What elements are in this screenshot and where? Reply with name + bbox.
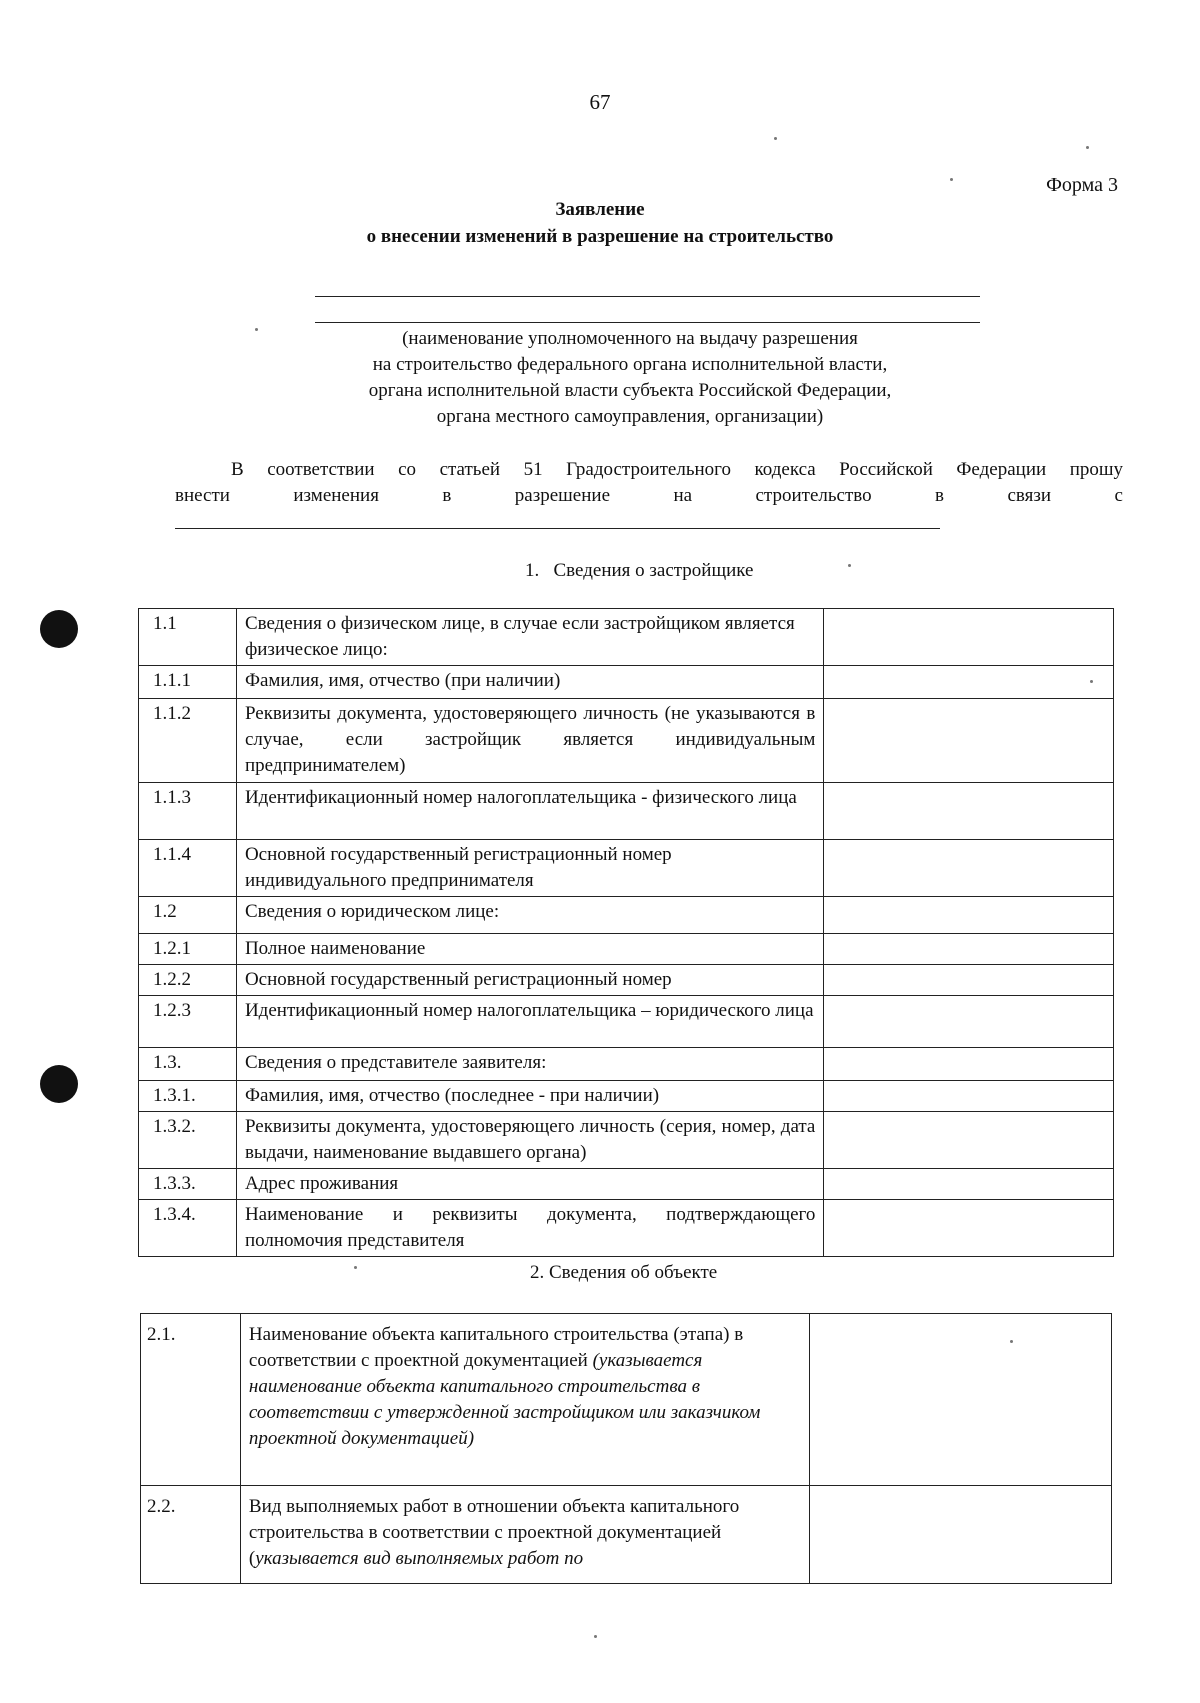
row-number: 1.3.3.: [139, 1169, 237, 1200]
table-row: [139, 699, 1114, 783]
row-label: Реквизиты документа, удостоверяющего личность (не указываются в случае, если застройщик является индивидуальным предпринимателем): [236, 699, 823, 783]
table-row: [139, 1200, 1114, 1257]
row-number: 1.3.1.: [139, 1081, 237, 1112]
row-label: Основной государственный регистрационный номер: [236, 965, 823, 996]
value-cell[interactable]: [810, 1486, 1112, 1584]
table-row: [139, 996, 1114, 1048]
value-cell[interactable]: [824, 783, 1114, 840]
value-cell[interactable]: [824, 1081, 1114, 1112]
row-label: Сведения о представителе заявителя:: [236, 1048, 823, 1081]
table-row: [139, 897, 1114, 934]
authority-blank-line-1[interactable]: [315, 296, 980, 297]
row-number: 1.1.1: [139, 666, 237, 699]
request-word: строительство: [755, 485, 872, 506]
title-line-2: о внесении изменений в разрешение на строительство: [366, 226, 834, 247]
request-word: разрешение: [514, 485, 611, 506]
row-number: 2.1.: [141, 1314, 241, 1486]
scan-speck: [1090, 680, 1093, 683]
form-label: Форма 3: [1046, 174, 1118, 196]
title-line-1: Заявление: [555, 199, 645, 220]
row-label: Сведения о юридическом лице:: [236, 897, 823, 934]
table-row: [139, 666, 1114, 699]
section-1-title: 1. Сведения о застройщике: [525, 560, 754, 581]
caption-line: органа местного самоуправления, организации): [436, 406, 824, 427]
row-number: 1.2.1: [139, 934, 237, 965]
value-cell[interactable]: [824, 965, 1114, 996]
section-2-title: 2. Сведения об объекте: [530, 1262, 718, 1283]
table-row: [139, 1081, 1114, 1112]
row-label-note: указывается вид выполняемых работ по: [255, 1548, 584, 1569]
scan-speck: [1010, 1340, 1013, 1343]
row-number: 1.2.2: [139, 965, 237, 996]
authority-caption: [280, 326, 980, 430]
row-number: 1.1: [139, 609, 237, 666]
applicant-table: [138, 608, 1114, 1257]
value-cell[interactable]: [824, 609, 1114, 666]
caption-line: (наименование уполномоченного на выдачу разрешения: [402, 328, 858, 349]
row-number: 1.3.: [139, 1048, 237, 1081]
row-label: Идентификационный номер налогоплательщика - физического лица: [236, 783, 823, 840]
row-label-text: Наименование объекта капитального строительства (этапа) в соответствии с проектной документацией: [248, 1324, 744, 1371]
table-row: [139, 1112, 1114, 1169]
table-row: [139, 965, 1114, 996]
value-cell[interactable]: [824, 840, 1114, 897]
row-label: Основной государственный регистрационный номер индивидуального предпринимателя: [236, 840, 823, 897]
value-cell[interactable]: [824, 1200, 1114, 1257]
request-paragraph: [175, 457, 1123, 509]
row-number: 1.3.4.: [139, 1200, 237, 1257]
request-word: в: [935, 485, 945, 506]
row-label: Фамилия, имя, отчество (при наличии): [236, 666, 823, 699]
request-word: связи: [1007, 485, 1052, 506]
row-label-text: Вид выполняемых работ в отношении объекта капитального строительства в соответствии с проектной документацией (: [248, 1496, 740, 1569]
row-number: 1.2.3: [139, 996, 237, 1048]
value-cell[interactable]: [824, 897, 1114, 934]
scan-speck: [594, 1635, 597, 1638]
scan-speck: [848, 564, 851, 567]
table-row: [139, 934, 1114, 965]
value-cell[interactable]: [810, 1314, 1112, 1486]
scan-speck: [354, 1266, 357, 1269]
table-row: [139, 609, 1114, 666]
caption-line: органа исполнительной власти субъекта Российской Федерации,: [368, 380, 892, 401]
row-label: [240, 1486, 809, 1584]
scan-speck: [1086, 146, 1089, 149]
value-cell[interactable]: [824, 1112, 1114, 1169]
punch-hole: [40, 610, 78, 648]
request-line-2: [175, 483, 1123, 509]
request-line-1: В соответствии со статьей 51 Градостроительного кодекса Российской Федерации прошу: [231, 459, 1123, 480]
row-number: 1.3.2.: [139, 1112, 237, 1169]
object-table: [140, 1313, 1112, 1584]
reason-blank-line[interactable]: [175, 528, 940, 529]
row-label: Фамилия, имя, отчество (последнее - при наличии): [236, 1081, 823, 1112]
row-label: Наименование и реквизиты документа, подтверждающего полномочия представителя: [236, 1200, 823, 1257]
row-number: 1.1.2: [139, 699, 237, 783]
request-word: внести: [175, 485, 230, 506]
value-cell[interactable]: [824, 934, 1114, 965]
request-word: в: [442, 485, 452, 506]
value-cell[interactable]: [824, 1169, 1114, 1200]
row-number: 1.2: [139, 897, 237, 934]
value-cell[interactable]: [824, 699, 1114, 783]
request-word: с: [1114, 485, 1123, 506]
scan-speck: [774, 137, 777, 140]
row-label: Полное наименование: [236, 934, 823, 965]
authority-blank-line-2[interactable]: [315, 322, 980, 323]
value-cell[interactable]: [824, 996, 1114, 1048]
row-label: Реквизиты документа, удостоверяющего личность (серия, номер, дата выдачи, наименование выдавшего органа): [236, 1112, 823, 1169]
table-row: [139, 840, 1114, 897]
row-label: Сведения о физическом лице, в случае если застройщиком является физическое лицо:: [236, 609, 823, 666]
table-row: [139, 783, 1114, 840]
caption-line: на строительство федерального органа исполнительной власти,: [372, 354, 888, 375]
table-row: [141, 1314, 1112, 1486]
value-cell[interactable]: [824, 1048, 1114, 1081]
row-number: 1.1.3: [139, 783, 237, 840]
page-number: 67: [589, 90, 611, 114]
punch-hole: [40, 1065, 78, 1103]
row-label: Идентификационный номер налогоплательщика – юридического лица: [236, 996, 823, 1048]
table-row: [139, 1048, 1114, 1081]
value-cell[interactable]: [824, 666, 1114, 699]
request-word: на: [673, 485, 693, 506]
scan-speck: [255, 328, 258, 331]
scan-speck: [950, 178, 953, 181]
row-label: Адрес проживания: [236, 1169, 823, 1200]
document-title: [0, 196, 1200, 250]
row-label-note: (указывается наименование объекта капитального строительства в соответствии с утвержденной застройщиком или заказчиком проектной документацией): [248, 1350, 761, 1449]
table-row: [141, 1486, 1112, 1584]
row-number: 1.1.4: [139, 840, 237, 897]
table-row: [139, 1169, 1114, 1200]
row-label: [240, 1314, 809, 1486]
request-word: изменения: [293, 485, 379, 506]
row-number: 2.2.: [141, 1486, 241, 1584]
